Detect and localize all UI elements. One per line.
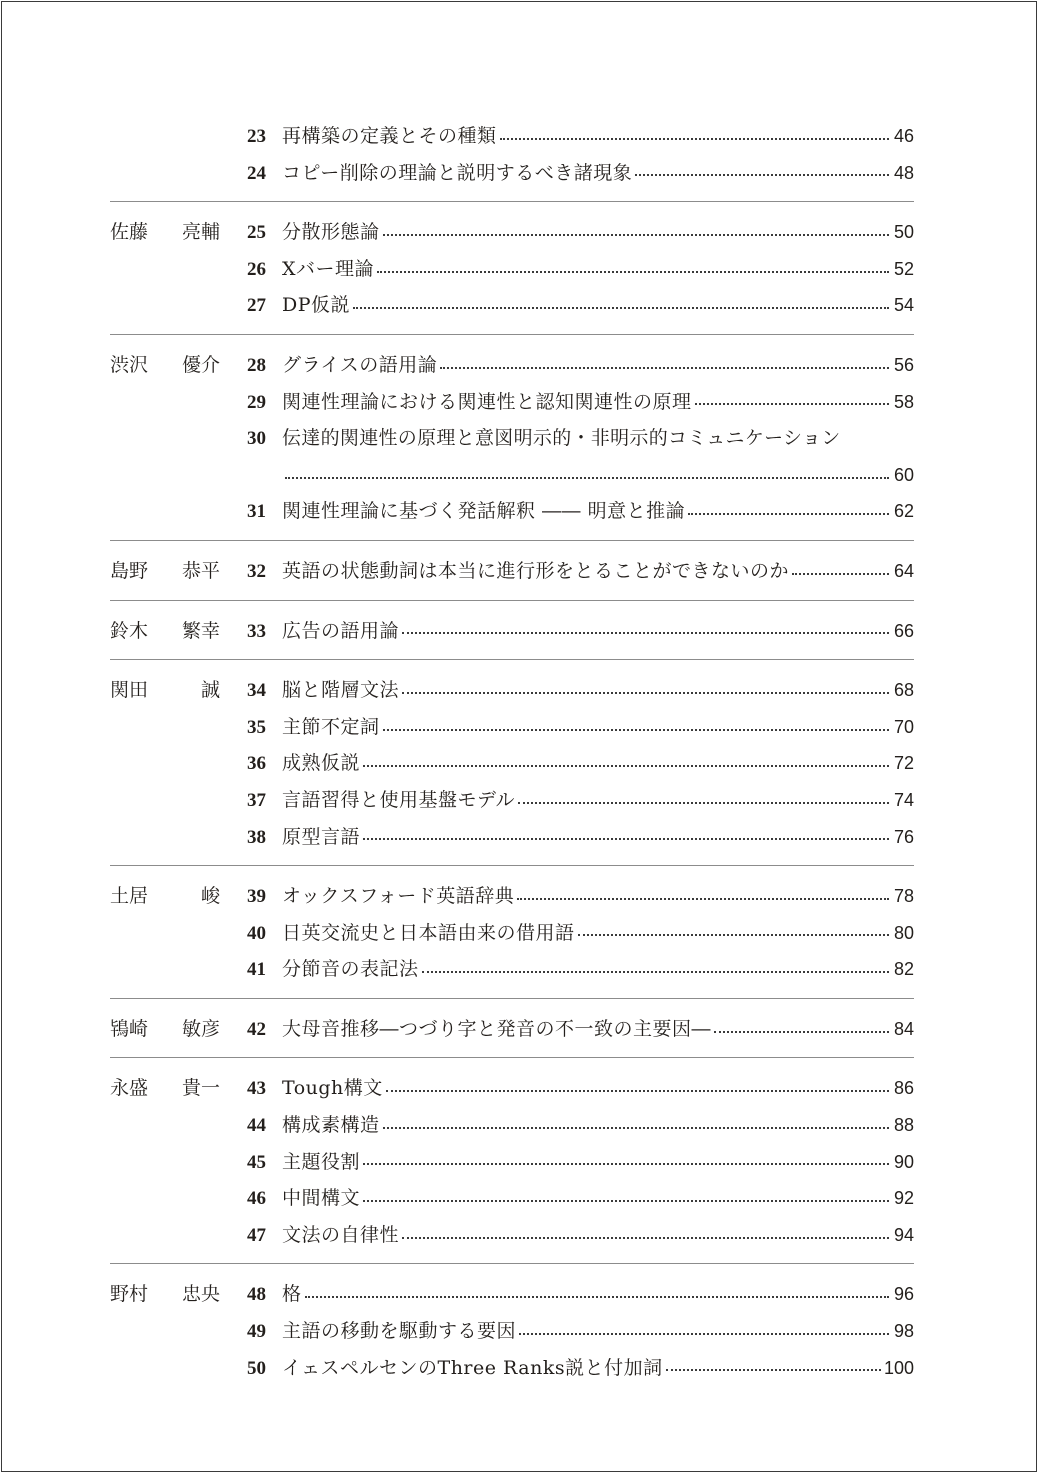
- toc-entry[interactable]: [110, 493, 914, 530]
- dot-leader: [519, 1332, 889, 1335]
- chapter-number: 43: [247, 1078, 266, 1100]
- toc-entry[interactable]: [110, 1313, 914, 1350]
- page-number: 76: [893, 826, 914, 847]
- author-section: [110, 334, 914, 540]
- toc-entry[interactable]: [110, 1180, 914, 1217]
- toc-entry[interactable]: [110, 1070, 914, 1107]
- author-name: [110, 1011, 222, 1048]
- dot-leader: [386, 1089, 889, 1092]
- author-last-name: 鈴木: [110, 619, 149, 642]
- dot-leader: [578, 933, 889, 936]
- dot-leader: [695, 402, 889, 405]
- chapter-number: 23: [247, 126, 266, 147]
- page-number: 66: [893, 620, 914, 641]
- author-first-name: 恭平: [181, 559, 220, 582]
- page-number: 82: [893, 959, 914, 980]
- chapter-title[interactable]: グライスの語用論: [282, 353, 438, 376]
- toc-entry[interactable]: [110, 878, 914, 915]
- author-section: [110, 1263, 914, 1396]
- dot-leader: [363, 1162, 889, 1165]
- author-last-name: 佐藤: [110, 221, 149, 244]
- author-last-name: 永盛: [110, 1077, 149, 1100]
- dot-leader: [635, 173, 889, 176]
- author-section: [110, 540, 914, 600]
- toc-entry[interactable]: [110, 553, 914, 590]
- chapter-number: 50: [247, 1357, 266, 1379]
- dot-leader: [440, 366, 889, 369]
- author-last-name: 関田: [110, 679, 149, 702]
- author-name: [110, 878, 222, 915]
- page-number: 48: [893, 162, 914, 183]
- chapter-title[interactable]: 構成素構造: [282, 1114, 380, 1137]
- dot-leader: [666, 1368, 881, 1371]
- author-first-name: 忠央: [181, 1283, 220, 1306]
- dot-leader: [377, 270, 889, 273]
- author-section: [110, 1057, 914, 1263]
- chapter-number: 38: [247, 826, 266, 848]
- page-number: 54: [893, 295, 914, 316]
- toc-entry[interactable]: [110, 1107, 914, 1144]
- toc-entry[interactable]: [110, 155, 914, 192]
- dot-leader: [363, 1199, 889, 1202]
- chapter-number: 33: [247, 620, 266, 642]
- chapter-title[interactable]: 脳と階層文法: [282, 679, 400, 702]
- page-number: 98: [893, 1321, 914, 1342]
- dot-leader: [285, 476, 889, 479]
- dot-leader: [402, 631, 889, 634]
- author-first-name: 貴一: [181, 1077, 220, 1100]
- chapter-title[interactable]: 文法の自律性: [282, 1223, 400, 1246]
- author-section: [110, 600, 914, 660]
- page-number: 60: [893, 464, 914, 485]
- toc-entry[interactable]: [110, 384, 914, 421]
- chapter-title[interactable]: 日英交流史と日本語由来の借用語: [282, 921, 575, 944]
- toc-entry[interactable]: [110, 287, 914, 324]
- chapter-number: 41: [247, 959, 266, 981]
- author-name: [110, 553, 222, 590]
- dot-leader: [688, 512, 889, 515]
- page-number: 74: [893, 789, 914, 810]
- toc-entry[interactable]: [110, 745, 914, 782]
- page-number: 70: [893, 716, 914, 737]
- toc-entry[interactable]: [110, 1350, 914, 1387]
- dot-leader: [353, 306, 889, 309]
- toc-entry[interactable]: [110, 613, 914, 650]
- chapter-number: 34: [247, 680, 266, 702]
- toc-entry[interactable]: [110, 251, 914, 288]
- author-section: [110, 201, 914, 334]
- chapter-number: 36: [247, 753, 266, 775]
- chapter-number: 48: [247, 1284, 266, 1306]
- page-number: 94: [893, 1224, 914, 1245]
- chapter-number: 37: [247, 789, 266, 811]
- dot-leader: [383, 728, 889, 731]
- chapter-title[interactable]: 再構築の定義とその種類: [282, 125, 497, 147]
- chapter-title[interactable]: 主題役割: [282, 1150, 361, 1173]
- page-number: 58: [893, 391, 914, 412]
- chapter-title[interactable]: 分節音の表記法: [282, 958, 419, 981]
- toc-entry[interactable]: [110, 1011, 914, 1048]
- page-number: 68: [893, 680, 914, 701]
- author-name: [110, 613, 222, 650]
- page-number: 64: [893, 560, 914, 581]
- chapter-number: 30: [247, 428, 266, 450]
- author-section: [110, 998, 914, 1058]
- table-of-contents: [110, 118, 914, 1396]
- dot-leader: [517, 897, 889, 900]
- chapter-number: 40: [247, 922, 266, 944]
- page-number: 88: [893, 1115, 914, 1136]
- dot-leader: [305, 1295, 889, 1298]
- toc-entry[interactable]: [110, 214, 914, 251]
- chapter-title[interactable]: 関連性理論における関連性と認知関連性の原理: [282, 390, 692, 413]
- author-name: [110, 1276, 222, 1313]
- toc-entry[interactable]: [110, 420, 914, 457]
- page-number: 46: [893, 126, 914, 146]
- author-last-name: 渋沢: [110, 353, 149, 376]
- toc-entry[interactable]: [110, 1144, 914, 1181]
- dot-leader: [383, 1126, 889, 1129]
- chapter-title[interactable]: 主語の移動を駆動する要因: [282, 1320, 517, 1343]
- page-number: 50: [893, 222, 914, 243]
- page-number: 62: [893, 501, 914, 522]
- chapter-number: 47: [247, 1224, 266, 1246]
- page-number: 72: [893, 753, 914, 774]
- chapter-title[interactable]: 分散形態論: [282, 221, 380, 244]
- chapter-number: 32: [247, 560, 266, 582]
- chapter-number: 29: [247, 391, 266, 413]
- chapter-number: 25: [247, 222, 266, 244]
- chapter-number: 49: [247, 1321, 266, 1343]
- author-first-name: 亮輔: [181, 221, 220, 244]
- chapter-title[interactable]: 中間構文: [282, 1187, 361, 1210]
- dot-leader: [518, 801, 889, 804]
- chapter-title[interactable]: 成熟仮説: [282, 752, 361, 775]
- chapter-number: 44: [247, 1115, 266, 1137]
- author-last-name: 土居: [110, 885, 149, 908]
- page-number: 86: [893, 1078, 914, 1099]
- author-first-name: 繁幸: [181, 619, 220, 642]
- chapter-number: 39: [247, 886, 266, 908]
- dot-leader: [500, 137, 889, 140]
- chapter-number: 28: [247, 354, 266, 376]
- page-number: 100: [883, 1357, 914, 1378]
- page-number: 96: [893, 1284, 914, 1305]
- author-section: [110, 659, 914, 865]
- page-number: 80: [893, 922, 914, 943]
- dot-leader: [792, 572, 889, 575]
- page-number: 52: [893, 258, 914, 279]
- toc-entry[interactable]: [110, 1217, 914, 1254]
- toc-entry[interactable]: [110, 347, 914, 384]
- chapter-number: 26: [247, 258, 266, 280]
- page-number: 78: [893, 886, 914, 907]
- dot-leader: [402, 1236, 889, 1239]
- chapter-title[interactable]: イェスペルセンのThree Ranks説と付加詞: [282, 1356, 663, 1379]
- dot-leader: [714, 1030, 889, 1033]
- chapter-title[interactable]: 関連性理論に基づく発話解釈 ―― 明意と推論: [282, 500, 686, 523]
- author-section: [110, 865, 914, 998]
- chapter-number: 24: [247, 162, 266, 184]
- toc-entry[interactable]: [110, 1276, 914, 1313]
- dot-leader: [402, 691, 889, 694]
- toc-entry[interactable]: [110, 915, 914, 952]
- chapter-number: 46: [247, 1188, 266, 1210]
- toc-entry[interactable]: [110, 672, 914, 709]
- chapter-title[interactable]: 主節不定詞: [282, 715, 380, 738]
- dot-leader: [363, 837, 889, 840]
- author-name: [110, 672, 222, 709]
- dot-leader: [363, 764, 889, 767]
- chapter-number: 45: [247, 1151, 266, 1173]
- toc-entry[interactable]: [110, 709, 914, 746]
- toc-entry[interactable]: [110, 782, 914, 819]
- dot-leader: [383, 233, 889, 236]
- author-last-name: 島野: [110, 559, 149, 582]
- author-first-name: 誠: [200, 679, 220, 702]
- author-name: [110, 1070, 222, 1107]
- toc-entry[interactable]: [110, 118, 914, 155]
- dot-leader: [422, 970, 889, 973]
- page-number: 56: [893, 354, 914, 375]
- chapter-number: 35: [247, 716, 266, 738]
- chapter-title[interactable]: 英語の状態動詞は本当に進行形をとることができないのか: [282, 559, 790, 582]
- toc-entry[interactable]: [110, 951, 914, 988]
- page-number: 84: [893, 1018, 914, 1039]
- chapter-title[interactable]: 大母音推移―つづり字と発音の不一致の主要因―: [282, 1017, 712, 1040]
- chapter-title[interactable]: Xバー理論: [282, 257, 375, 280]
- author-first-name: 峻: [200, 885, 220, 908]
- page-number: 90: [893, 1151, 914, 1172]
- chapter-number: 42: [247, 1018, 266, 1040]
- chapter-title[interactable]: 原型言語: [282, 825, 361, 848]
- author-first-name: 優介: [181, 353, 220, 376]
- chapter-number: 27: [247, 295, 266, 317]
- chapter-title[interactable]: DP仮説: [282, 294, 351, 317]
- toc-entry-continuation: [110, 457, 914, 494]
- author-section: [110, 118, 914, 201]
- chapter-title[interactable]: オックスフォード英語辞典: [282, 885, 515, 908]
- author-name: [110, 214, 222, 251]
- author-last-name: 鴇崎: [110, 1017, 149, 1040]
- author-last-name: 野村: [110, 1283, 149, 1306]
- chapter-title[interactable]: コピー削除の理論と説明するべき諸現象: [282, 161, 633, 184]
- page-number: 92: [893, 1188, 914, 1209]
- chapter-title[interactable]: Tough構文: [282, 1077, 383, 1100]
- author-first-name: 敏彦: [181, 1017, 220, 1040]
- chapter-number: 31: [247, 501, 266, 523]
- chapter-title[interactable]: 言語習得と使用基盤モデル: [282, 788, 516, 811]
- author-name: [110, 347, 222, 384]
- toc-entry[interactable]: [110, 819, 914, 856]
- chapter-title[interactable]: 広告の語用論: [282, 619, 400, 642]
- chapter-title[interactable]: 伝達的関連性の原理と意図明示的・非明示的コミュニケーション: [282, 427, 841, 450]
- chapter-title[interactable]: 格: [282, 1283, 302, 1306]
